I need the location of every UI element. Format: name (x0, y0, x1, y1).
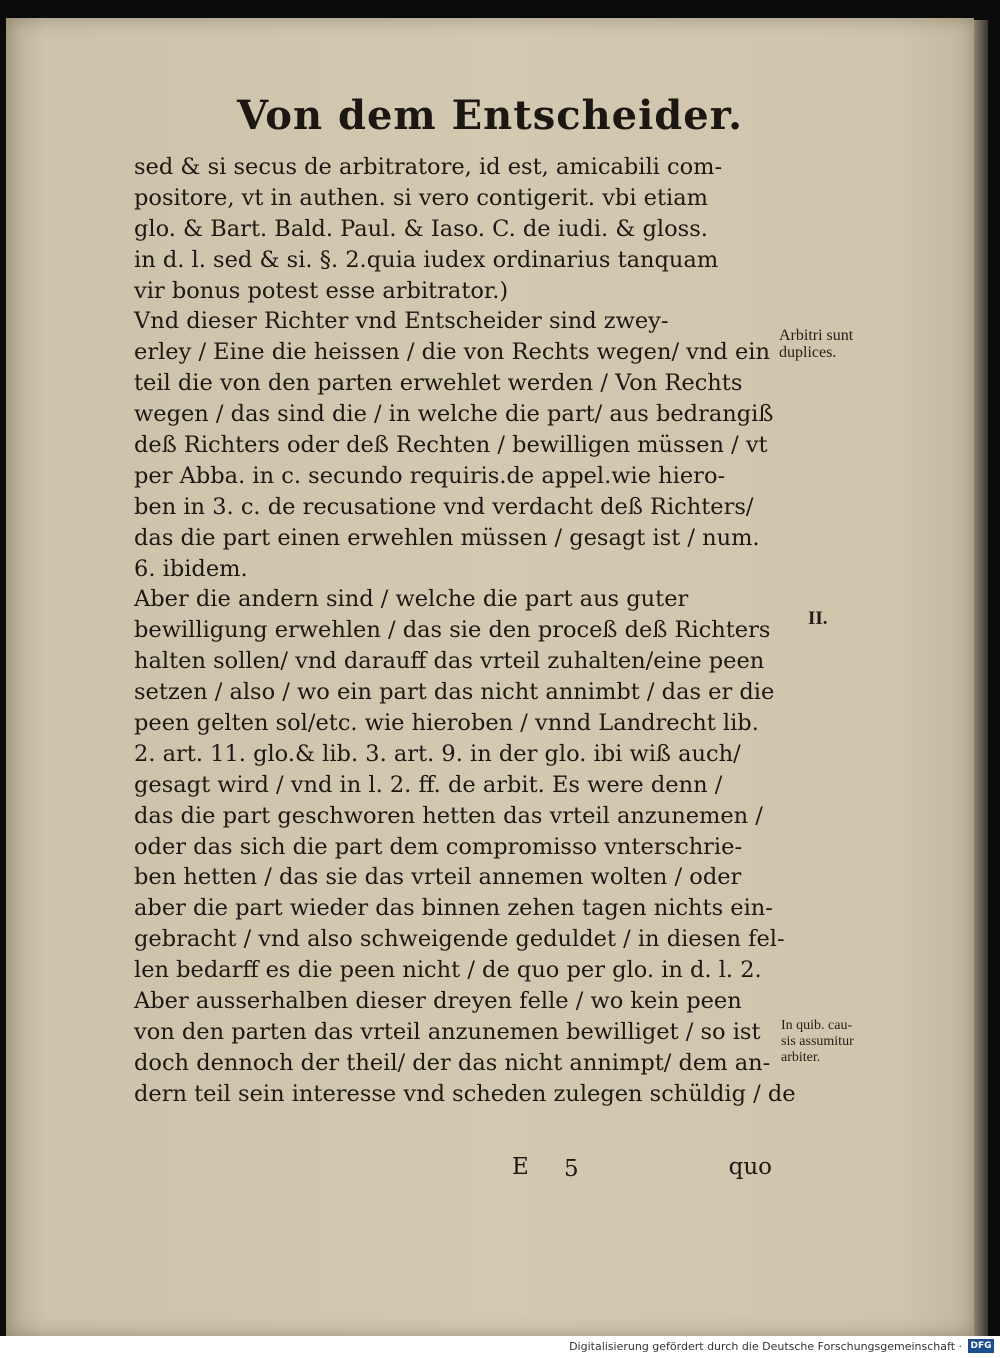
text-line: bewilligung erwehlen / das sie den proceß deß Richters (134, 617, 771, 644)
text-line: von den parten das vrteil anzunemen bewilliget / so ist (134, 1018, 761, 1045)
text-line: dern teil sein interesse vnd scheden zulegen schüldig / de (134, 1080, 796, 1107)
footer-credit: Digitalisierung gefördert durch die Deutsche Forschungsgemeinschaft · (569, 1340, 962, 1353)
text-line: Aber ausserhalben dieser dreyen felle / wo kein peen (134, 988, 742, 1015)
margin-note-roman-numeral: II. (808, 608, 828, 629)
margin-note-in-quib (781, 1018, 854, 1066)
dfg-logo: DFG (968, 1339, 994, 1353)
text-line: positore, vt in authen. si vero contigerit. vbi etiam (134, 184, 708, 211)
text-line: ben in 3. c. de recusatione vnd verdacht deß Richters/ (134, 493, 754, 520)
margin-note-line: Arbitri sunt (779, 327, 854, 344)
text-line: erley / Eine die heissen / die von Rechts wegen/ vnd ein (134, 339, 770, 366)
text-line: doch dennoch der theil/ der das nicht annimpt/ dem an- (134, 1049, 771, 1076)
text-line: 6. ibidem. (134, 555, 248, 582)
signature-number: 5 (564, 1156, 579, 1182)
text-line: in d. l. sed & si. §. 2.quia iudex ordinarius tanquam (134, 246, 719, 273)
text-line: aber die part wieder das binnen zehen tagen nichts ein- (134, 895, 773, 922)
signature-mark: E (512, 1154, 529, 1180)
text-line: setzen / also / wo ein part das nicht annimbt / das er die (134, 679, 775, 706)
text-line: len bedarff es die peen nicht / de quo per glo. in d. l. 2. (134, 957, 762, 984)
margin-note-line: arbiter. (781, 1050, 821, 1065)
text-line: Aber die andern sind / welche die part aus guter (134, 586, 689, 613)
margin-note-arbitri (779, 327, 853, 361)
text-line: Vnd dieser Richter vnd Entscheider sind zwey- (134, 308, 669, 335)
catchword: quo (728, 1154, 772, 1180)
text-line: peen gelten sol/etc. wie hieroben / vnnd Landrecht lib. (134, 710, 759, 737)
body-text (134, 152, 796, 1110)
text-line: gesagt wird / vnd in l. 2. ff. de arbit. Es were denn / (134, 771, 723, 798)
text-line: wegen / das sind die / in welche die part/ aus bedrangiß (134, 401, 774, 428)
margin-note-line: In quib. cau- (781, 1018, 853, 1033)
text-line: gebracht / vnd also schweigende geduldet / in diesen fel- (134, 926, 785, 953)
text-line: 2. art. 11. glo.& lib. 3. art. 9. in der glo. ibi wiß auch/ (134, 740, 741, 767)
footer (0, 1336, 1000, 1358)
book-page (6, 18, 974, 1336)
running-header: Von dem Entscheider. (236, 92, 744, 139)
margin-note-line: duplices. (779, 344, 837, 361)
text-line: ben hetten / das sie das vrteil annemen wolten / oder (134, 864, 742, 891)
text-line: das die part einen erwehlen müssen / gesagt ist / num. (134, 524, 760, 551)
text-line: teil die von den parten erwehlet werden / Von Rechts (134, 370, 743, 397)
text-line: oder das sich die part dem compromisso vnterschrie- (134, 833, 743, 860)
text-line: sed & si secus de arbitratore, id est, amicabili com- (134, 154, 723, 180)
text-line: glo. & Bart. Bald. Paul. & Iaso. C. de iudi. & gloss. (134, 215, 708, 242)
text-line: deß Richters oder deß Rechten / bewilligen müssen / vt (134, 432, 768, 459)
text-line: per Abba. in c. secundo requiris.de appel.wie hiero- (134, 462, 726, 489)
page-edge (974, 20, 988, 1336)
text-line: halten sollen/ vnd darauff das vrteil zuhalten/eine peen (134, 648, 765, 675)
margin-note-line: sis assumitur (781, 1034, 854, 1049)
text-line: das die part geschworen hetten das vrteil anzunemen / (134, 802, 763, 829)
text-line: vir bonus potest esse arbitrator.) (134, 277, 509, 304)
